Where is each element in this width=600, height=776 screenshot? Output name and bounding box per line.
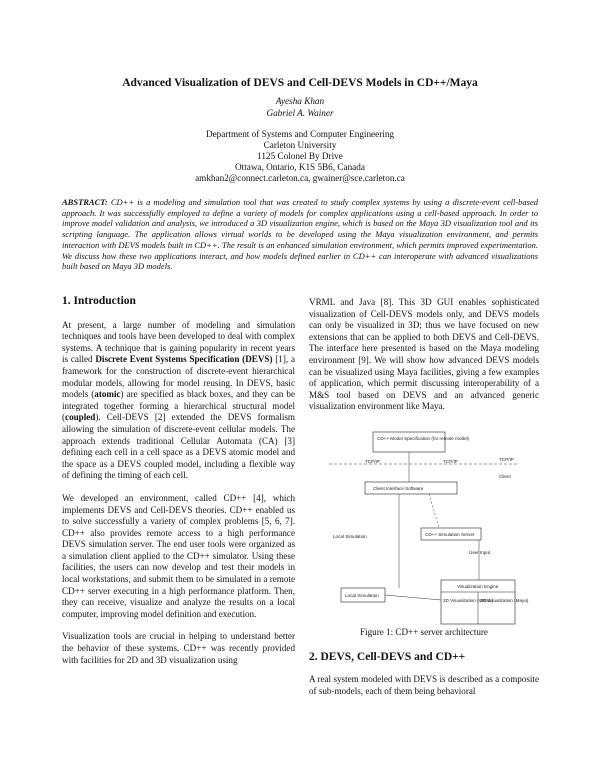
affiliation-line: Carleton University bbox=[263, 140, 337, 150]
intro-paragraph-3: Visualization tools are crucial in helping to understand better the behavior of these systems. CD++ was recently provided with facilities for 2D and 3D visualization using bbox=[62, 631, 295, 665]
affiliation bbox=[0, 129, 600, 184]
intro-paragraph-2: We developed an environment, called CD++ [4], which implements DEVS and Cell-DEVS theories. CD++ enabled us to solve successfully a variety of complex problems [5, 6, 7]. CD++ also provides remote access to a high performance DEVS simulation server. The end user tools were organized as a simulation client applied to the CD++ simulator. Using these facilities, the users can now develop and test their models in local workstations, and submit them to be simulated in a remote CD++ server executing in a high performance platform. Then, they can receive, visualize and analyze the results on a local computer, improving model definition and execution. bbox=[62, 492, 295, 619]
term-coupled: coupled bbox=[65, 412, 96, 423]
intro-paragraph-1: At present, a large number of modeling and simulation techniques and tools have been developed to deal with complex systems. A technique that is gaining popularity in recent years is called Discrete Event Systems Specification (DEVS) [1], a framework for the construction of discrete-event hierarchical modular models, allowing for model reusing. In DEVS, basic models (atomic) are specified as black boxes, and they can be integrated together forming a hierarchical structural model (coupled). Cell-DEVS [2] extended the DEVS formalism allowing the simulation of discrete-event cellular models. The approach extends traditional Cellular Automata (CA) [3] defining each cell in a cell space as a DEVS atomic model and the space as a DEVS coupled model, including a flexible way of defining the timing of each cell. bbox=[62, 319, 295, 481]
tcp-ip-right-label: TCP/IP bbox=[499, 457, 514, 462]
abstract-text: CD++ is a modeling and simulation tool that was created to study complex systems by using a discrete-event cell-based approach. It was successfully employed to define a variety of models for complex applications using a cell-based approach. In order to improve model validation and analysis, we introduced a 3D visualization engine, which is based on the Maya 3D visualization tool and its scripting language. The application allows virtual worlds to be developed using the Maya visualization environment, and permits interaction with DEVS models built in CD++. The result is an enhanced simulation environment, which permits improved experimentation. We discuss how these two applications interact, and how models defined earlier in CD++ can interoperate with advanced visualizations built based on Maya 3D models. bbox=[62, 197, 538, 272]
server-label: CD++ Simulation Server bbox=[425, 532, 475, 537]
term-devs: Discrete Event Systems Specification (DEVS) bbox=[95, 354, 273, 365]
architecture-diagram bbox=[329, 430, 529, 628]
abstract bbox=[62, 197, 538, 272]
section-1-heading: 1. Introduction bbox=[62, 295, 136, 307]
client-interface-label: Client Interface Software bbox=[373, 486, 424, 491]
tcp-ip-label-2: TCP/IP bbox=[443, 459, 458, 464]
local-sim-box-label: Local Simulation bbox=[345, 593, 379, 598]
vis-3d-label: 3D Visualization (Maya) bbox=[480, 598, 529, 603]
authors bbox=[0, 95, 600, 119]
author-1: Ayesha Khan bbox=[275, 96, 325, 106]
model-spec-label: CD++ Model Specification (for remote model) bbox=[377, 436, 470, 441]
term-atomic: atomic bbox=[94, 389, 121, 400]
local-sim-side-label: Local Simulation bbox=[333, 534, 367, 539]
model-spec-box bbox=[373, 432, 445, 452]
paper-title: Advanced Visualization of DEVS and Cell-DEVS Models in CD++/Maya bbox=[122, 77, 478, 89]
section-2-paragraph-1: A real system modeled with DEVS is described as a composite of sub-models, each of them being behavioral bbox=[309, 674, 539, 696]
vis-2d-label: 2D Visualization (VRML) bbox=[443, 598, 493, 603]
affiliation-line: 1125 Colonel By Drive bbox=[257, 151, 343, 161]
left-column bbox=[62, 296, 295, 677]
vis-engine-title: Visualization Engine bbox=[457, 584, 499, 589]
affiliation-line: Ottawa, Ontario, K1S 5B6, Canada bbox=[235, 162, 365, 172]
client-right-label: Client bbox=[499, 474, 511, 479]
intro-paragraph-3-continued: VRML and Java [8]. This 3D GUI enables sophisticated visualization of Cell-DEVS models only, and DEVS models can only be visualized in 3D; thus we have focused on new extensions that can be applied to both DEVS and Cell-DEVS. The interface here presented is based on the Maya modeling environment [9]. We will show how advanced DEVS models can be visualized using Maya facilities, giving a few examples of application, which permit discussing interoperability of a M&S tool based on DEVS and an advanced generic visualization environment like Maya. bbox=[309, 297, 539, 412]
affiliation-emails: amkhan2@connect.carleton.ca, gwainer@sce.carleton.ca bbox=[195, 173, 405, 183]
right-column bbox=[309, 297, 539, 424]
figure-caption: Figure 1: CD++ server architecture bbox=[360, 627, 488, 637]
tcp-ip-label-1: TCP/IP bbox=[365, 459, 380, 464]
user-input-label: User Input bbox=[469, 550, 491, 555]
section-2-heading: 2. DEVS, Cell-DEVS and CD++ bbox=[309, 651, 466, 663]
affiliation-line: Department of Systems and Computer Engineering bbox=[205, 129, 395, 139]
abstract-label: ABSTRACT: bbox=[62, 197, 108, 207]
author-2: Gabriel A. Wainer bbox=[266, 108, 334, 118]
